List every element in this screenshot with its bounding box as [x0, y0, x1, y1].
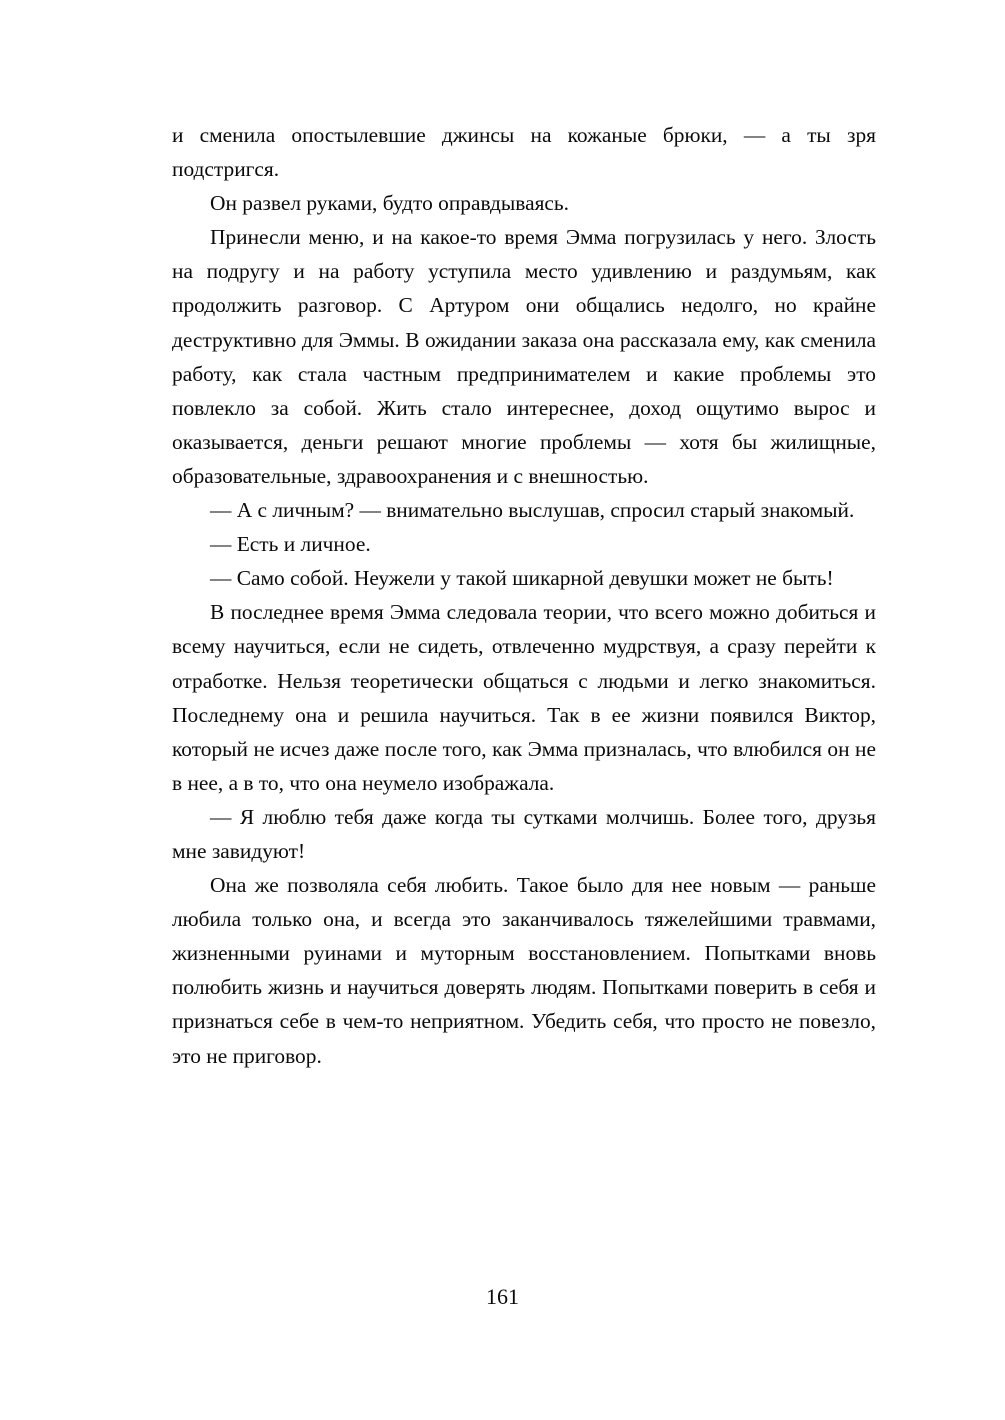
dialogue-line: — Есть и личное. [210, 532, 371, 557]
paragraph: Принесли меню, и на какое-то время Эмма погрузилась у него. Злость на подругу и на работу уступила место удивлению и раздумьям, как продолжить разговор. С Артуром они общались недолго, но крайне деструктивно для Эммы. В ожидании заказа она рассказала ему, как сменила работу, как стала частным предпринимателем и какие проблемы это повлекло за собой. Жить стало интереснее, доход ощутимо вырос и оказывается, деньги решают многие проблемы — хотя бы жилищные, образовательные, здравоохранения и с внешностью. [172, 225, 876, 488]
paragraph: В последнее время Эмма следовала теории, что всего можно добиться и всему научиться, если не сидеть, отвлеченно мудрствуя, а сразу перейти к отработке. Нельзя теоретически общаться с людьми и легко знакомиться. Последнему она и решила научиться. Так в ее жизни появился Виктор, который не исчез даже после того, как Эмма призналась, что влюбился он не в нее, а в то, что она неумело изображала. [172, 600, 876, 795]
dialogue-line: — Само собой. Неужели у такой шикарной девушки может не быть! [210, 566, 834, 591]
paragraph-continuation: и сменила опостылевшие джинсы на кожаные брюки, — а ты зря подстригся. [172, 123, 876, 182]
dialogue-line: — Я люблю тебя даже когда ты сутками молчишь. Более того, друзья мне завидуют! [172, 804, 876, 863]
page-number: 161 [486, 1284, 519, 1309]
paragraph: Он развел руками, будто оправдываясь. [210, 191, 570, 216]
paragraph: Она же позволяла себя любить. Такое было для нее новым — раньше любила только она, и всегда это заканчивалось тяжелейшими травмами, жизненными руинами и муторным восстановлением. Попытками вновь полюбить жизнь и научиться доверять людям. Попытками поверить в себя и признаться себе в чем-то неприятном. Убедить себя, что просто не повезло, это не приговор. [172, 873, 876, 1068]
dialogue-line: — А с личным? — внимательно выслушав, спросил старый знакомый. [210, 498, 855, 523]
page-text-block [172, 118, 876, 1073]
